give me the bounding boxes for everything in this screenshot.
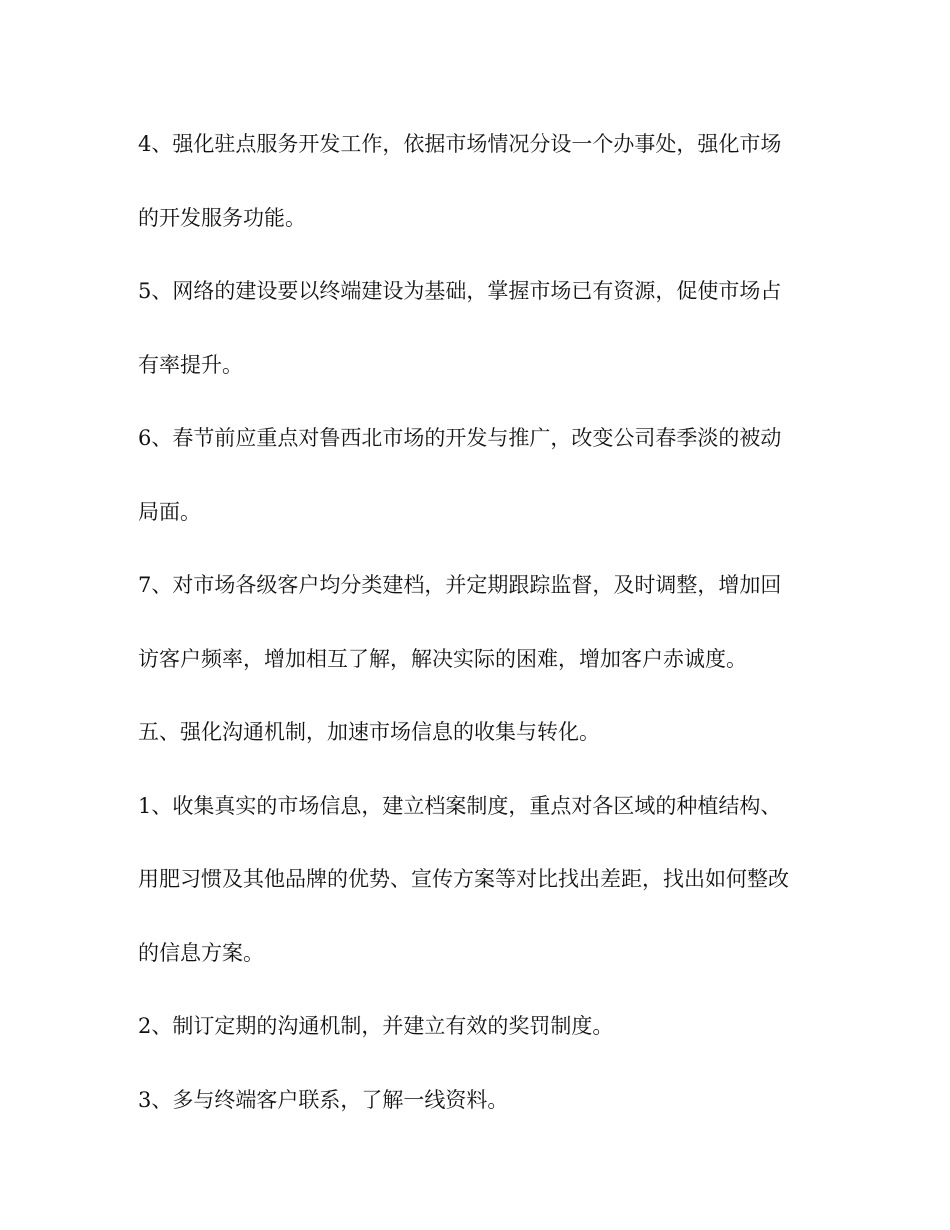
text-line: 1、收集真实的市场信息，建立档案制度，重点对各区域的种植结构、 xyxy=(138,793,782,818)
text-line: 5、网络的建设要以终端建设为基础，掌握市场已有资源，促使市场占 xyxy=(138,279,782,303)
text-line: 的开发服务功能。 xyxy=(138,205,306,230)
text-line: 访客户频率，增加相互了解，解决实际的困难，增加客户赤诚度。 xyxy=(138,646,747,671)
text-line: 有率提升。 xyxy=(138,352,243,377)
text-line: 用肥习惯及其他品牌的优势、宣传方案等对比找出差距，找出如何整改 xyxy=(138,867,789,891)
text-line: 2、制订定期的沟通机制，并建立有效的奖罚制度。 xyxy=(138,1014,614,1038)
text-line: 的信息方案。 xyxy=(138,940,264,965)
text-line: 3、多与终端客户联系，了解一线资料。 xyxy=(138,1087,509,1112)
document-body xyxy=(138,120,828,1149)
text-line: 4、强化驻点服务开发工作，依据市场情况分设一个办事处，强化市场 xyxy=(138,132,782,156)
text-line: 6、春节前应重点对鲁西北市场的开发与推广，改变公司春季淡的被动 xyxy=(138,426,782,450)
text-line: 局面。 xyxy=(138,499,201,524)
section-heading: 五、强化沟通机制，加速市场信息的收集与转化。 xyxy=(138,720,600,744)
text-line: 7、对市场各级客户均分类建档，并定期跟踪监督，及时调整，增加回 xyxy=(138,573,782,597)
